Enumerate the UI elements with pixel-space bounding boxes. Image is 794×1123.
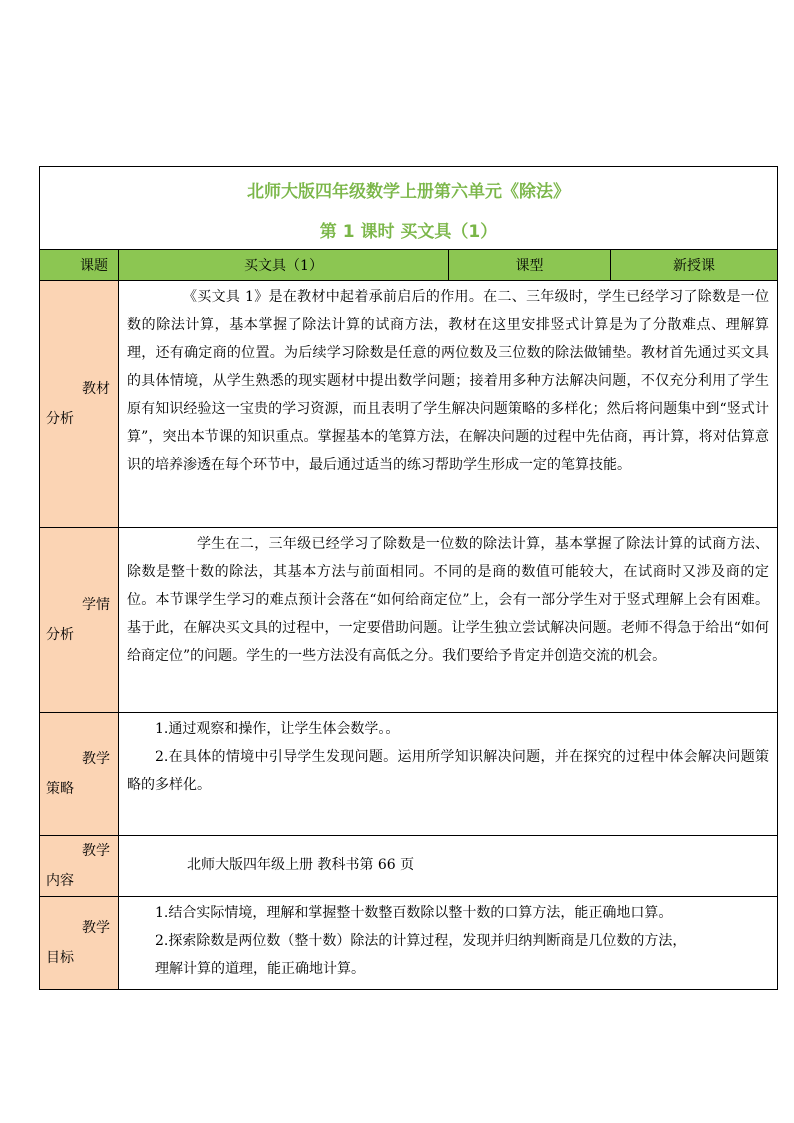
row-content xyxy=(119,281,778,528)
header-row xyxy=(40,250,778,281)
row-content xyxy=(119,528,778,713)
row-content xyxy=(119,897,778,990)
student-analysis-text: 学生在二，三年级已经学习了除数是一位数的除法计算，基本掌握了除法计算的试商方法、除数是整十数的除法，其基本方法与前面相同。不同的是商的数值可能较大，在试商时又涉及商的定位。本节课学生学习的难点预计会落在“如何给商定位”上，会有一部分学生对于竖式理解上会有困难。基于此，在解决买文具的过程中，一定要借助问题。让学生独立尝试解决问题。老师不得急于给出“如何给商定位”的问题。学生的一些方法没有高低之分。我们要给予肯定并创造交流的机会。 xyxy=(127,536,769,664)
row-teaching-content xyxy=(40,836,778,897)
goal-item-2-continued: 理解计算的道理，能正确地计算。 xyxy=(155,961,365,977)
header-topic-value: 买文具（1） xyxy=(119,250,449,281)
row-content xyxy=(119,836,778,897)
row-content xyxy=(119,713,778,836)
row-label: 学情 分析 xyxy=(40,528,119,713)
lesson-plan-table xyxy=(39,166,778,990)
row-label: 教学 策略 xyxy=(40,713,119,836)
row-label: 教材 分析 xyxy=(40,281,119,528)
header-type-value: 新授课 xyxy=(611,250,778,281)
title-cell xyxy=(40,167,778,250)
document-title: 北师大版四年级数学上册第六单元《除法》 xyxy=(247,182,570,202)
header-type-label: 课型 xyxy=(449,250,611,281)
row-student-analysis xyxy=(40,528,778,713)
goal-item-1: 1.结合实际情境，理解和掌握整十数整百数除以整十数的口算方法，能正确地口算。 xyxy=(155,905,673,921)
goal-item-2: 2.探索除数是两位数（整十数）除法的计算过程，发现并归纳判断商是几位数的方法， xyxy=(155,933,687,949)
strategy-item-2: 2.在具体的情境中引导学生发现问题。运用所学知识解决问题，并在探究的过程中体会解决问题策略的多样化。 xyxy=(127,749,769,793)
textbook-analysis-text: 《买文具 1》是在教材中起着承前启后的作用。在二、三年级时，学生已经学习了除数是一位数的除法计算，基本掌握了除法计算的试商方法，教材在这里安排竖式计算是为了分散难点、理解算理，还有确定商的位置。为后续学习除数是任意的两位数及三位数的除法做铺垫。教材首先通过买文具的具体情境，从学生熟悉的现实题材中提出数学问题；接着用多种方法解决问题，不仅充分利用了学生原有知识经验这一宝贵的学习资源，而且表明了学生解决问题策略的多样化；然后将问题集中到“竖式计算”，突出本节课的知识重点。掌握基本的笔算方法，在解决问题的过程中先估商，再计算，将对估算意识的培养渗透在每个环节中，最后通过适当的练习帮助学生形成一定的笔算技能。 xyxy=(127,289,769,473)
lesson-plan xyxy=(39,166,777,990)
row-label: 教学 目标 xyxy=(40,897,119,990)
strategy-item-1: 1.通过观察和操作，让学生体会数学。。 xyxy=(155,721,400,737)
lesson-subtitle: 第 1 课时 买文具（1） xyxy=(319,222,498,242)
row-teaching-strategy xyxy=(40,713,778,836)
header-topic-label: 课题 xyxy=(40,250,119,281)
row-teaching-goals xyxy=(40,897,778,990)
row-label: 教学 内容 xyxy=(40,836,119,897)
teaching-content-text: 北师大版四年级上册 教科书第 66 页 xyxy=(187,857,415,873)
row-textbook-analysis xyxy=(40,281,778,528)
